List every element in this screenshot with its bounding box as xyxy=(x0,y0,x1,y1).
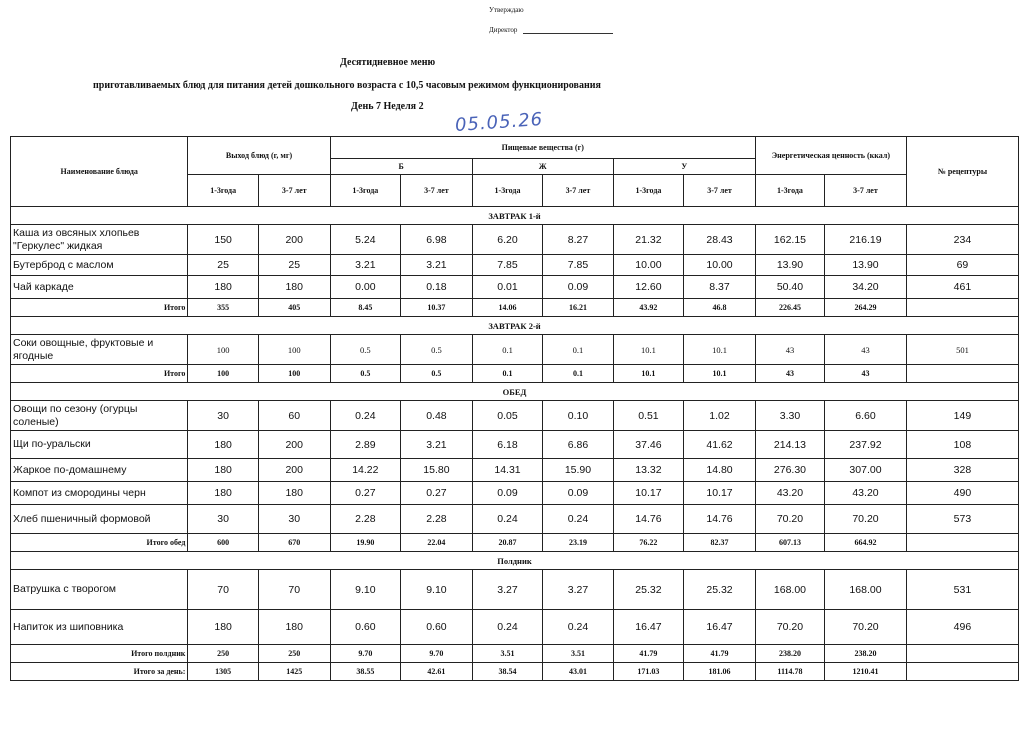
cell-value: 37.46 xyxy=(613,431,683,459)
cell-value: 0.01 xyxy=(472,276,542,299)
dish-name: Чай каркаде xyxy=(11,276,188,299)
cell-value: 307.00 xyxy=(825,459,907,482)
table-row xyxy=(11,431,1019,459)
cell-value: 180 xyxy=(188,610,258,645)
day-week-label: День 7 Неделя 2 xyxy=(351,101,424,112)
cell-value: 21.32 xyxy=(613,225,683,255)
cell-value: 250 xyxy=(188,645,258,663)
cell-value: 180 xyxy=(188,459,258,482)
approve-label: Утверждаю xyxy=(489,6,524,14)
cell-value: 0.5 xyxy=(330,365,400,383)
cell-value: 43.20 xyxy=(825,482,907,505)
cell-value: 670 xyxy=(258,534,330,552)
cell-value: 200 xyxy=(258,431,330,459)
col-header-recipe: № рецептуры xyxy=(906,137,1018,207)
cell-value: 13.90 xyxy=(755,255,824,276)
cell-value: 0.24 xyxy=(543,505,613,534)
cell-value: 6.18 xyxy=(472,431,542,459)
cell-value: 16.47 xyxy=(613,610,683,645)
dish-name: Итого обед xyxy=(11,534,188,552)
cell-value: 237.92 xyxy=(825,431,907,459)
cell-value: 180 xyxy=(188,482,258,505)
cell-value: 1425 xyxy=(258,663,330,681)
cell-value: 43 xyxy=(755,365,824,383)
age-1-3: 1-3года xyxy=(755,175,824,207)
director-label: Директор xyxy=(489,26,518,34)
director-signature-line xyxy=(489,26,613,34)
cell-value: 0.1 xyxy=(543,335,613,365)
cell-value: 43.20 xyxy=(755,482,824,505)
cell-value: 7.85 xyxy=(543,255,613,276)
cell-value: 607.13 xyxy=(755,534,824,552)
cell-value: 8.27 xyxy=(543,225,613,255)
cell-value: 276.30 xyxy=(755,459,824,482)
cell-value: 0.09 xyxy=(543,276,613,299)
table-row xyxy=(11,335,1019,365)
cell-value: 13.32 xyxy=(613,459,683,482)
cell-value: 70.20 xyxy=(755,505,824,534)
cell-value: 0.27 xyxy=(401,482,473,505)
cell-value: 16.47 xyxy=(684,610,756,645)
cell-value: 573 xyxy=(906,505,1018,534)
cell-value: 70 xyxy=(258,570,330,610)
dish-name: Хлеб пшеничный формовой xyxy=(11,505,188,534)
dish-name: Соки овощные, фруктовые и ягодные xyxy=(11,335,188,365)
cell-value: 7.85 xyxy=(472,255,542,276)
cell-value: 328 xyxy=(906,459,1018,482)
cell-value: 50.40 xyxy=(755,276,824,299)
cell-value: 180 xyxy=(258,276,330,299)
cell-value: 60 xyxy=(258,401,330,431)
cell-value: 1305 xyxy=(188,663,258,681)
menu-title: Десятидневное меню xyxy=(340,57,436,68)
cell-value: 10.1 xyxy=(684,365,756,383)
cell-value: 22.04 xyxy=(401,534,473,552)
cell-value: 70.20 xyxy=(825,610,907,645)
cell-value: 14.76 xyxy=(613,505,683,534)
cell-value: 30 xyxy=(258,505,330,534)
section-header xyxy=(11,317,1019,335)
cell-value: 238.20 xyxy=(825,645,907,663)
col-header-name: Наименование блюда xyxy=(11,137,188,207)
cell-value: 200 xyxy=(258,225,330,255)
col-header-fat: Ж xyxy=(472,159,613,175)
cell-value: 76.22 xyxy=(613,534,683,552)
cell-value: 43.01 xyxy=(543,663,613,681)
dish-name: Итого полдник xyxy=(11,645,188,663)
cell-value: 3.27 xyxy=(472,570,542,610)
cell-value: 34.20 xyxy=(825,276,907,299)
total-row xyxy=(11,299,1019,317)
col-header-yield: Выход блюд (г, мг) xyxy=(188,137,330,175)
cell-value: 490 xyxy=(906,482,1018,505)
cell-value: 162.15 xyxy=(755,225,824,255)
cell-value: 355 xyxy=(188,299,258,317)
cell-value: 20.87 xyxy=(472,534,542,552)
cell-value: 2.28 xyxy=(330,505,400,534)
cell-value: 25 xyxy=(188,255,258,276)
cell-value: 664.92 xyxy=(825,534,907,552)
dish-name: Итого xyxy=(11,365,188,383)
cell-value: 3.21 xyxy=(401,431,473,459)
cell-value: 10.37 xyxy=(401,299,473,317)
cell-value: 405 xyxy=(258,299,330,317)
cell-value: 216.19 xyxy=(825,225,907,255)
cell-value: 0.24 xyxy=(472,505,542,534)
cell-value: 15.90 xyxy=(543,459,613,482)
cell-value: 14.80 xyxy=(684,459,756,482)
cell-value: 23.19 xyxy=(543,534,613,552)
cell-value: 0.1 xyxy=(472,365,542,383)
cell-value: 25.32 xyxy=(613,570,683,610)
cell-value: 200 xyxy=(258,459,330,482)
cell-value: 264.29 xyxy=(825,299,907,317)
cell-value: 250 xyxy=(258,645,330,663)
cell-value: 10.1 xyxy=(613,365,683,383)
cell-value: 70.20 xyxy=(825,505,907,534)
cell-value: 0.27 xyxy=(330,482,400,505)
dish-name: Каша из овсяных хлопьев "Геркулес" жидкая xyxy=(11,225,188,255)
cell-value xyxy=(906,645,1018,663)
cell-value: 5.24 xyxy=(330,225,400,255)
cell-value: 6.86 xyxy=(543,431,613,459)
cell-value: 3.21 xyxy=(330,255,400,276)
cell-value: 25.32 xyxy=(684,570,756,610)
section-title: ЗАВТРАК 1-й xyxy=(11,207,1019,225)
section-header xyxy=(11,552,1019,570)
cell-value: 181.06 xyxy=(684,663,756,681)
dish-name: Бутерброд с маслом xyxy=(11,255,188,276)
cell-value: 9.10 xyxy=(401,570,473,610)
cell-value: 10.17 xyxy=(613,482,683,505)
cell-value: 12.60 xyxy=(613,276,683,299)
age-3-7: 3-7 лет xyxy=(543,175,613,207)
cell-value: 41.79 xyxy=(613,645,683,663)
cell-value: 70 xyxy=(188,570,258,610)
cell-value: 234 xyxy=(906,225,1018,255)
cell-value: 0.00 xyxy=(330,276,400,299)
cell-value: 10.00 xyxy=(613,255,683,276)
cell-value: 43 xyxy=(755,335,824,365)
table-row xyxy=(11,459,1019,482)
cell-value: 3.51 xyxy=(472,645,542,663)
cell-value: 8.37 xyxy=(684,276,756,299)
cell-value: 1210.41 xyxy=(825,663,907,681)
cell-value: 238.20 xyxy=(755,645,824,663)
cell-value: 69 xyxy=(906,255,1018,276)
cell-value: 9.70 xyxy=(330,645,400,663)
cell-value: 149 xyxy=(906,401,1018,431)
cell-value: 226.45 xyxy=(755,299,824,317)
cell-value: 0.5 xyxy=(401,335,473,365)
cell-value: 38.55 xyxy=(330,663,400,681)
cell-value: 6.60 xyxy=(825,401,907,431)
handwritten-date: 05.05.26 xyxy=(454,108,544,137)
cell-value: 8.45 xyxy=(330,299,400,317)
age-1-3: 1-3года xyxy=(330,175,400,207)
dish-name: Итого xyxy=(11,299,188,317)
cell-value: 2.89 xyxy=(330,431,400,459)
cell-value xyxy=(906,663,1018,681)
cell-value: 10.1 xyxy=(684,335,756,365)
cell-value: 41.62 xyxy=(684,431,756,459)
cell-value: 531 xyxy=(906,570,1018,610)
cell-value: 3.27 xyxy=(543,570,613,610)
age-1-3: 1-3года xyxy=(188,175,258,207)
age-1-3: 1-3года xyxy=(613,175,683,207)
cell-value: 600 xyxy=(188,534,258,552)
cell-value: 30 xyxy=(188,401,258,431)
cell-value: 0.48 xyxy=(401,401,473,431)
cell-value: 0.18 xyxy=(401,276,473,299)
cell-value: 100 xyxy=(188,335,258,365)
cell-value: 171.03 xyxy=(613,663,683,681)
dish-name: Ватрушка с творогом xyxy=(11,570,188,610)
table-row xyxy=(11,276,1019,299)
section-header xyxy=(11,207,1019,225)
cell-value: 46.8 xyxy=(684,299,756,317)
cell-value: 38.54 xyxy=(472,663,542,681)
dish-name: Компот из смородины черн xyxy=(11,482,188,505)
cell-value: 180 xyxy=(188,276,258,299)
cell-value: 214.13 xyxy=(755,431,824,459)
cell-value: 25 xyxy=(258,255,330,276)
dish-name: Итого за день: xyxy=(11,663,188,681)
cell-value: 41.79 xyxy=(684,645,756,663)
cell-value: 0.60 xyxy=(401,610,473,645)
total-row xyxy=(11,365,1019,383)
cell-value: 0.09 xyxy=(472,482,542,505)
cell-value: 43 xyxy=(825,365,907,383)
col-header-energy: Энергетическая ценность (ккал) xyxy=(755,137,906,175)
age-3-7: 3-7 лет xyxy=(401,175,473,207)
dish-name: Жаркое по-домашнему xyxy=(11,459,188,482)
cell-value: 9.10 xyxy=(330,570,400,610)
dish-name: Щи по-уральски xyxy=(11,431,188,459)
cell-value: 42.61 xyxy=(401,663,473,681)
table-row xyxy=(11,401,1019,431)
cell-value: 168.00 xyxy=(825,570,907,610)
cell-value: 168.00 xyxy=(755,570,824,610)
age-1-3: 1-3года xyxy=(472,175,542,207)
cell-value: 150 xyxy=(188,225,258,255)
cell-value: 501 xyxy=(906,335,1018,365)
cell-value: 70.20 xyxy=(755,610,824,645)
cell-value: 16.21 xyxy=(543,299,613,317)
table-row xyxy=(11,610,1019,645)
cell-value: 2.28 xyxy=(401,505,473,534)
col-header-nutrients: Пищевые вещества (г) xyxy=(330,137,755,159)
cell-value: 0.05 xyxy=(472,401,542,431)
cell-value: 3.30 xyxy=(755,401,824,431)
cell-value: 14.22 xyxy=(330,459,400,482)
cell-value: 3.51 xyxy=(543,645,613,663)
cell-value: 100 xyxy=(258,365,330,383)
dish-name: Овощи по сезону (огурцы соленые) xyxy=(11,401,188,431)
cell-value: 108 xyxy=(906,431,1018,459)
cell-value: 180 xyxy=(258,610,330,645)
table-row xyxy=(11,570,1019,610)
cell-value: 14.06 xyxy=(472,299,542,317)
section-header xyxy=(11,383,1019,401)
cell-value: 14.76 xyxy=(684,505,756,534)
cell-value: 0.24 xyxy=(543,610,613,645)
cell-value: 3.21 xyxy=(401,255,473,276)
cell-value: 6.98 xyxy=(401,225,473,255)
cell-value: 100 xyxy=(258,335,330,365)
cell-value: 13.90 xyxy=(825,255,907,276)
col-header-carbs: У xyxy=(613,159,755,175)
cell-value: 180 xyxy=(258,482,330,505)
cell-value: 461 xyxy=(906,276,1018,299)
cell-value: 496 xyxy=(906,610,1018,645)
cell-value: 0.1 xyxy=(472,335,542,365)
cell-value: 180 xyxy=(188,431,258,459)
cell-value: 0.24 xyxy=(472,610,542,645)
cell-value: 0.1 xyxy=(543,365,613,383)
age-3-7: 3-7 лет xyxy=(258,175,330,207)
total-row xyxy=(11,534,1019,552)
table-row xyxy=(11,482,1019,505)
cell-value: 1114.78 xyxy=(755,663,824,681)
cell-value: 10.1 xyxy=(613,335,683,365)
section-title: ОБЕД xyxy=(11,383,1019,401)
grand-total-row xyxy=(11,663,1019,681)
cell-value: 10.00 xyxy=(684,255,756,276)
cell-value: 100 xyxy=(188,365,258,383)
cell-value: 10.17 xyxy=(684,482,756,505)
age-3-7: 3-7 лет xyxy=(825,175,907,207)
table-row xyxy=(11,505,1019,534)
cell-value: 0.5 xyxy=(401,365,473,383)
cell-value: 1.02 xyxy=(684,401,756,431)
cell-value: 6.20 xyxy=(472,225,542,255)
cell-value: 0.24 xyxy=(330,401,400,431)
cell-value: 82.37 xyxy=(684,534,756,552)
cell-value: 0.5 xyxy=(330,335,400,365)
section-title: Полдник xyxy=(11,552,1019,570)
cell-value: 15.80 xyxy=(401,459,473,482)
cell-value: 0.60 xyxy=(330,610,400,645)
cell-value: 0.09 xyxy=(543,482,613,505)
cell-value xyxy=(906,365,1018,383)
cell-value: 19.90 xyxy=(330,534,400,552)
cell-value: 9.70 xyxy=(401,645,473,663)
menu-table xyxy=(10,136,1019,681)
cell-value: 28.43 xyxy=(684,225,756,255)
dish-name: Напиток из шиповника xyxy=(11,610,188,645)
cell-value xyxy=(906,299,1018,317)
cell-value: 43.92 xyxy=(613,299,683,317)
total-row xyxy=(11,645,1019,663)
age-3-7: 3-7 лет xyxy=(684,175,756,207)
col-header-protein: Б xyxy=(330,159,472,175)
cell-value: 0.10 xyxy=(543,401,613,431)
menu-subtitle: приготавливаемых блюд для питания детей дошкольного возраста с 10,5 часовым режимом функционирования xyxy=(93,80,601,91)
table-row xyxy=(11,255,1019,276)
table-row xyxy=(11,225,1019,255)
cell-value xyxy=(906,534,1018,552)
cell-value: 14.31 xyxy=(472,459,542,482)
cell-value: 43 xyxy=(825,335,907,365)
cell-value: 0.51 xyxy=(613,401,683,431)
section-title: ЗАВТРАК 2-й xyxy=(11,317,1019,335)
cell-value: 30 xyxy=(188,505,258,534)
